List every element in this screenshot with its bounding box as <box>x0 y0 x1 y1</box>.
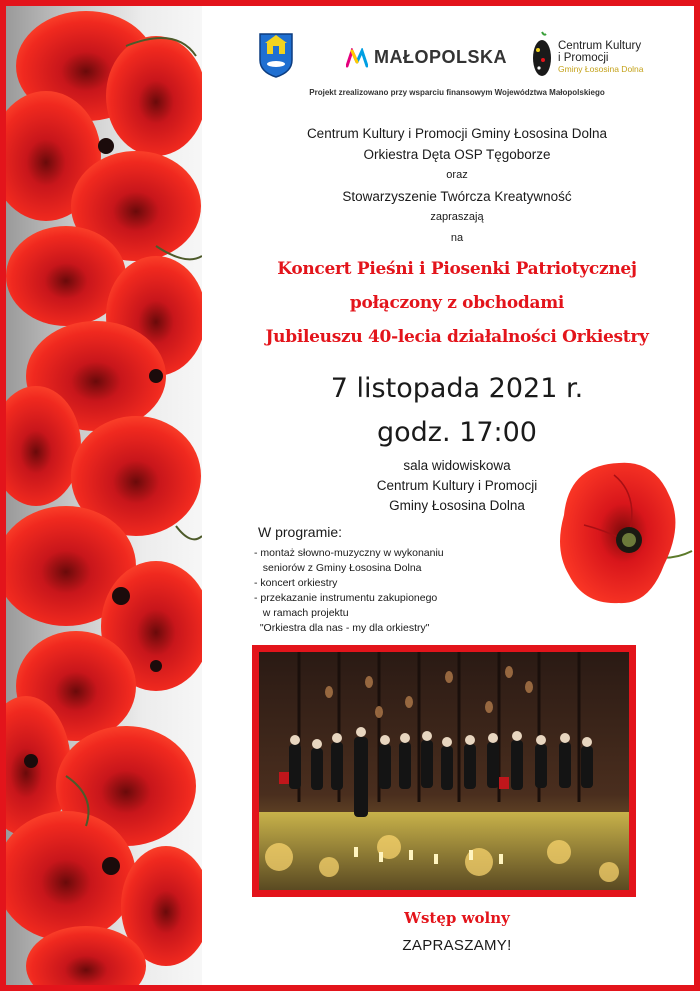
free-entry-text: Wstęp wolny <box>404 909 510 927</box>
invitation-line5: zapraszają <box>430 211 484 223</box>
centrum-logo-line2: i Promocji <box>558 52 609 64</box>
funding-note: Projekt zrealizowano przy wsparciu finansowym Województwa Małopolskiego <box>309 88 605 97</box>
invitation-line3: oraz <box>446 169 468 181</box>
program-heading: W programie: <box>258 524 343 540</box>
concert-title <box>222 252 692 354</box>
event-date: 7 listopada 2021 r. <box>330 373 584 404</box>
centrum-kultury-logo <box>532 30 644 78</box>
malopolska-logo <box>346 47 507 68</box>
title-line3: Jubileuszu 40-lecia działalności Orkiestry <box>265 327 649 347</box>
invitation-line4: Stowarzyszenie Twórcza Kreatywność <box>342 189 572 204</box>
program-item: seniorów z Gminy Łososina Dolna <box>254 562 422 574</box>
malopolska-mark-icon <box>346 48 368 68</box>
centrum-logo-line1: Centrum Kultury <box>558 40 642 52</box>
program-item: - montaż słowno-muzyczny w wykonaniu <box>254 547 444 559</box>
centrum-kultury-mark-icon <box>532 30 552 78</box>
program-list <box>254 522 544 636</box>
invitation-line1: Centrum Kultury i Promocji Gminy Łososina Dolna <box>306 126 608 141</box>
invitation-line2: Orkiestra Dęta OSP Tęgoborze <box>363 147 551 162</box>
poppy-flower-icon <box>544 455 694 610</box>
orchestra-photo-frame <box>252 645 636 897</box>
program-item: "Orkiestra dla nas - my dla orkiestry" <box>254 622 430 634</box>
venue-line1: sala widowiskowa <box>403 458 511 473</box>
orchestra-photo <box>259 652 629 890</box>
program-item: w ramach projektu <box>254 607 349 619</box>
event-time: godz. 17:00 <box>377 417 537 448</box>
malopolska-wordmark: MAŁOPOLSKA <box>374 47 507 67</box>
gmina-crest-logo <box>258 32 294 78</box>
venue-line2: Centrum Kultury i Promocji <box>376 478 538 493</box>
invitation-cta: ZAPRASZAMY! <box>402 937 512 954</box>
program-item: - koncert orkiestry <box>254 577 338 589</box>
program-item: - przekazanie instrumentu zakupionego <box>254 592 438 604</box>
centrum-logo-line3: Gminy Łososina Dolna <box>558 64 644 74</box>
title-line2: połączony z obchodami <box>349 293 565 313</box>
poppy-flowers-image <box>6 6 202 985</box>
invitation-line6: na <box>450 232 464 244</box>
venue-line3: Gminy Łososina Dolna <box>389 498 525 513</box>
title-line1: Koncert Pieśni i Piosenki Patriotycznej <box>277 259 637 279</box>
invitation-block <box>222 123 692 249</box>
